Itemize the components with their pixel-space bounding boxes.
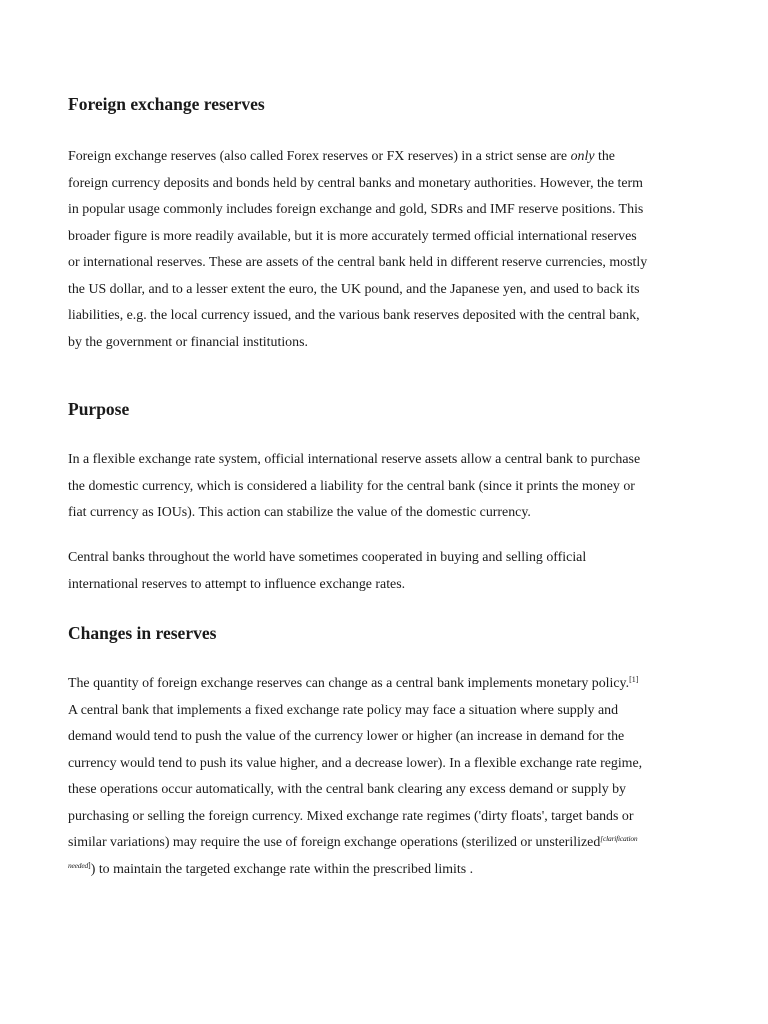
text-line: In a flexible exchange rate system, official international reserve assets allow a central bank to purchase xyxy=(68,452,641,467)
text-line: $^{needed]}$) to maintain the targeted exchange rate within the prescribed limits . xyxy=(68,860,474,877)
text-line: or international reserves. These are assets of the central bank held in different reserve currencies, mostly xyxy=(68,255,648,270)
text-line: by the government or financial institutions. xyxy=(68,334,308,350)
text-line: the domestic currency, which is considered a liability for the central bank (since it prints the money or xyxy=(68,478,635,494)
paragraph-central-banks xyxy=(68,545,700,598)
text-line: the US dollar, and to a lesser extent the euro, the UK pound, and the Japanese yen, and used to back its xyxy=(68,281,640,297)
section-heading-changes-in-reserves: Changes in reserves xyxy=(68,623,217,643)
citation-link[interactable]: [1] xyxy=(629,675,639,684)
section-heading-purpose: Purpose xyxy=(68,399,130,419)
clarification-bracket: ] xyxy=(88,860,91,870)
paragraph-changes xyxy=(68,671,700,883)
text-line: these operations occur automatically, with the central bank clearing any excess demand or supply by xyxy=(68,782,627,797)
text-line: broader figure is more readily available, but it is more accurately termed official international reserves xyxy=(68,228,637,244)
text-line: liabilities, e.g. the local currency issued, and the various bank reserves deposited with the central bank, xyxy=(68,308,640,323)
text-line: purchasing or selling the foreign currency. Mixed exchange rate regimes ('dirty floats', target bands or xyxy=(68,808,634,824)
text-line: international reserves to attempt to influence exchange rates. xyxy=(68,576,406,592)
text-line: Central banks throughout the world have sometimes cooperated in buying and selling official xyxy=(68,550,587,565)
text-line: demand would tend to push the value of the currency lower or higher (an increase in demand for the xyxy=(68,729,625,744)
text-line: fiat currency as IOUs). This action can stabilize the value of the domestic currency. xyxy=(68,505,531,520)
text-line: A central bank that implements a fixed exchange rate policy may face a situation where supply and xyxy=(68,702,619,718)
emphasis-only: only xyxy=(570,149,595,164)
clarification-needed-note-continued[interactable]: needed xyxy=(68,860,89,870)
section-heading-foreign-exchange-reserves: Foreign exchange reserves xyxy=(68,94,265,114)
text-line: similar variations) may require the use of foreign exchange operations (sterilized or unsterilized$^{[clarification}$ xyxy=(68,834,638,850)
clarification-needed-note[interactable]: [clarification xyxy=(600,834,638,843)
paragraph-definition xyxy=(68,144,700,356)
text-line: Foreign exchange reserves (also called Forex reserves or FX reserves) in a strict sense are only the xyxy=(68,149,615,164)
text-line: in popular usage commonly includes foreign exchange and gold, SDRs and IMF reserve positions. This xyxy=(68,202,644,217)
text-line: currency would tend to push its value higher, and a decrease lower). In a flexible exchange rate regime, xyxy=(68,755,643,771)
text-line: The quantity of foreign exchange reserves can change as a central bank implements monetary policy.[1] xyxy=(68,675,639,691)
paragraph-flexible-exchange xyxy=(68,447,700,527)
text-line: foreign currency deposits and bonds held by central banks and monetary authorities. However, the term xyxy=(68,175,643,191)
